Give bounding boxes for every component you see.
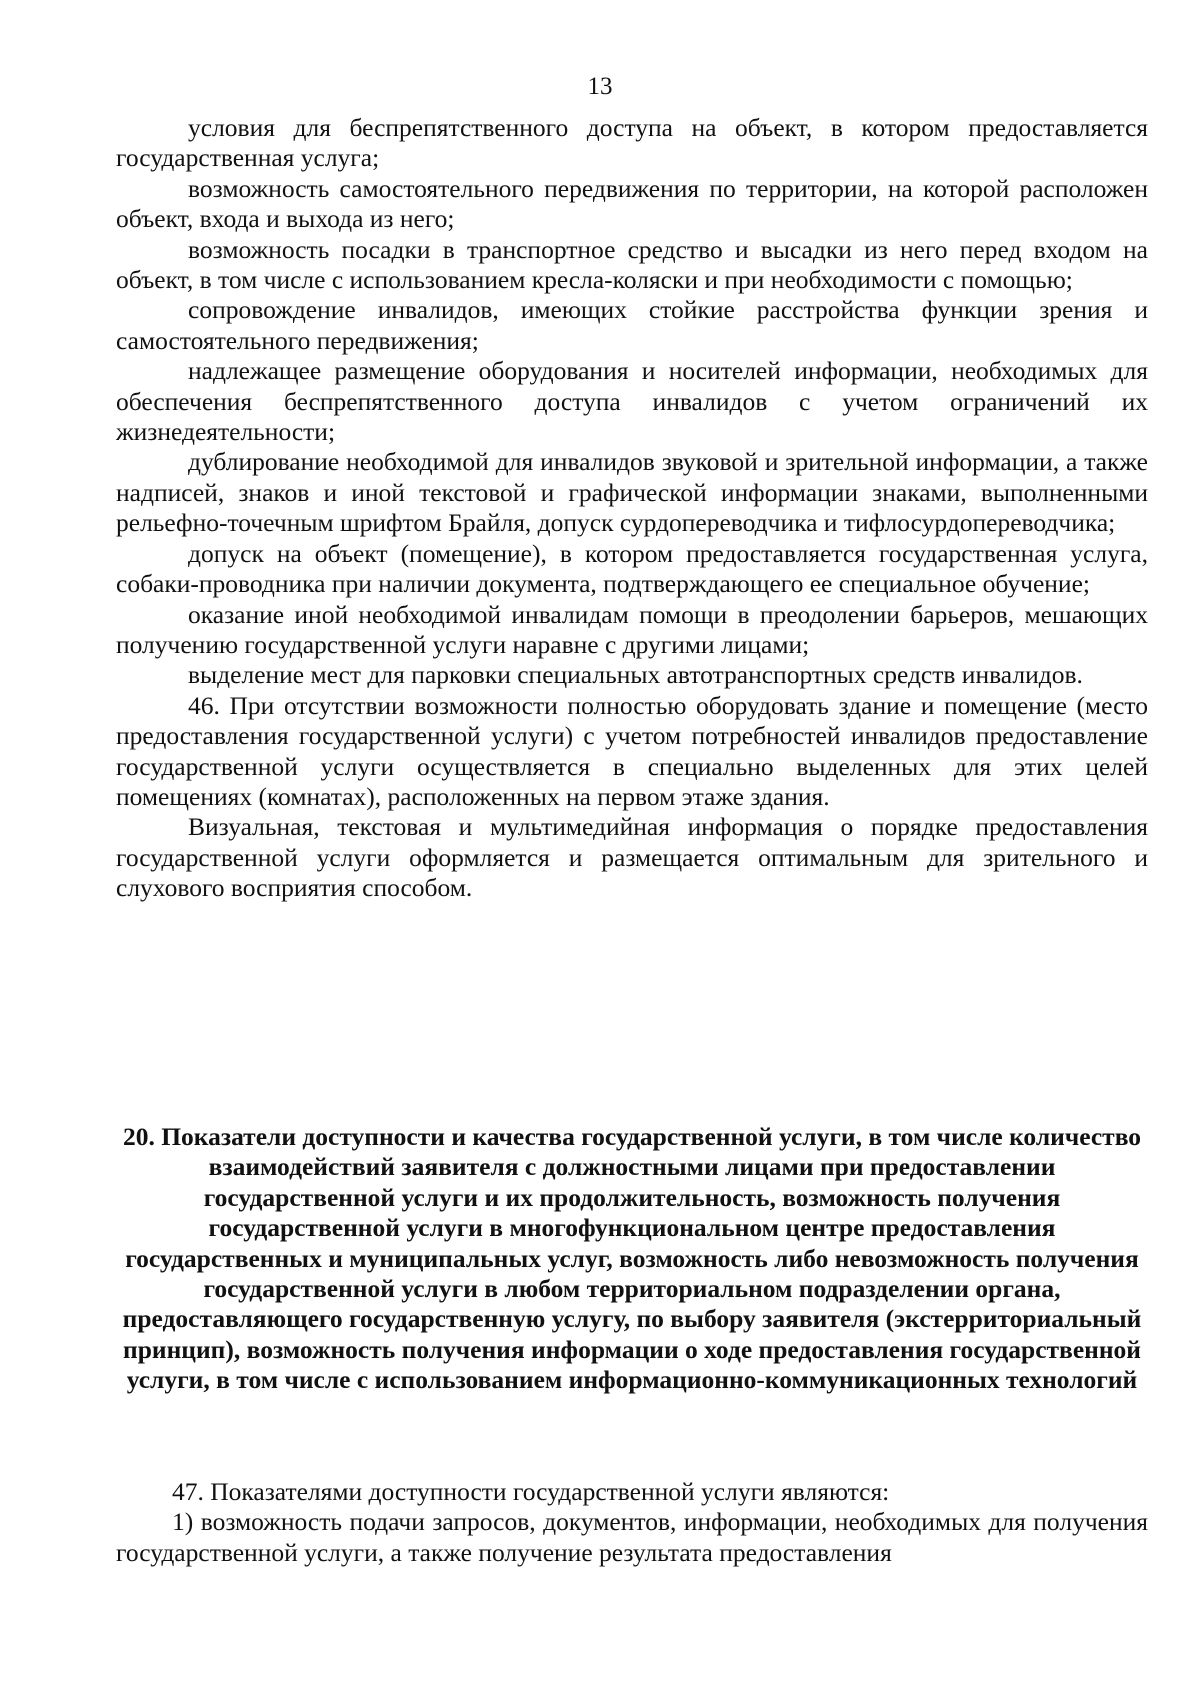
paragraph: выделение мест для парковки специальных автотранспортных средств инвалидов. (188, 660, 1083, 690)
body-text-bottom (116, 1477, 1148, 1568)
page-number: 13 (587, 73, 613, 100)
body-text-top (116, 113, 1148, 904)
paragraph: допуск на объект (помещение), в котором предоставляется государственная услуга, собаки-проводника при наличии документа, подтверждающего ее специальное обучение; (116, 538, 1148, 599)
paragraph: сопровождение инвалидов, имеющих стойкие расстройства функции зрения и самостоятельного передвижения; (116, 295, 1148, 355)
section-heading: 20. Показатели доступности и качества государственной услуги, в том числе количество взаимодействий заявителя с должностными лицами при предоставлении государственной услуги и их продолжительность, возможность получения государственной услуги в многофункциональном центре предоставления государственных и муниципальных услуг, возможность либо невозможность получения государственной услуги в любом территориальном подразделении органа, предоставляющего государственную услугу, по выбору заявителя (экстерриториальный принцип), возможность получения информации о ходе предоставления государственной услуги, в том числе с использованием информационно-коммуникационных технологий (122, 1122, 1142, 1395)
paragraph: Визуальная, текстовая и мультимедийная информация о порядке предоставления государственной услуги оформляется и размещается оптимальным для зрительного и слухового восприятия способом. (116, 812, 1148, 903)
paragraph: оказание иной необходимой инвалидам помощи в преодолении барьеров, мешающих получению государственной услуги наравне с другими лицами; (116, 599, 1148, 659)
paragraph: возможность самостоятельного передвижения по территории, на которой расположен объект, входа и выхода из него; (116, 173, 1148, 234)
paragraph: условия для беспрепятственного доступа на объект, в котором предоставляется государственная услуга; (116, 113, 1148, 173)
paragraph-47: 47. Показателями доступности государственной услуги являются: (172, 1477, 890, 1506)
paragraph: надлежащее размещение оборудования и носителей информации, необходимых для обеспечения беспрепятственного доступа инвалидов с учетом ограничений их жизнедеятельности; (116, 356, 1148, 447)
list-item-1: 1) возможность подачи запросов, документов, информации, необходимых для получения государственной услуги, а также получение результата предоставления (116, 1507, 1148, 1567)
paragraph: возможность посадки в транспортное средство и высадки из него перед входом на объект, в том числе с использованием кресла-коляски и при необходимости с помощью; (116, 234, 1148, 295)
paragraph-46: 46. При отсутствии возможности полностью оборудовать здание и помещение (место предоставления государственной услуги) с учетом потребностей инвалидов предоставление государственной услуги осуществляется в специально выделенных для этих целей помещениях (комнатах), расположенных на первом этаже здания. (116, 690, 1148, 811)
paragraph: дублирование необходимой для инвалидов звуковой и зрительной информации, а также надписей, знаков и иной текстовой и графической информации знаками, выполненными рельефно-точечным шрифтом Брайля, допуск сурдопереводчика и тифлосурдопереводчика; (116, 447, 1148, 538)
